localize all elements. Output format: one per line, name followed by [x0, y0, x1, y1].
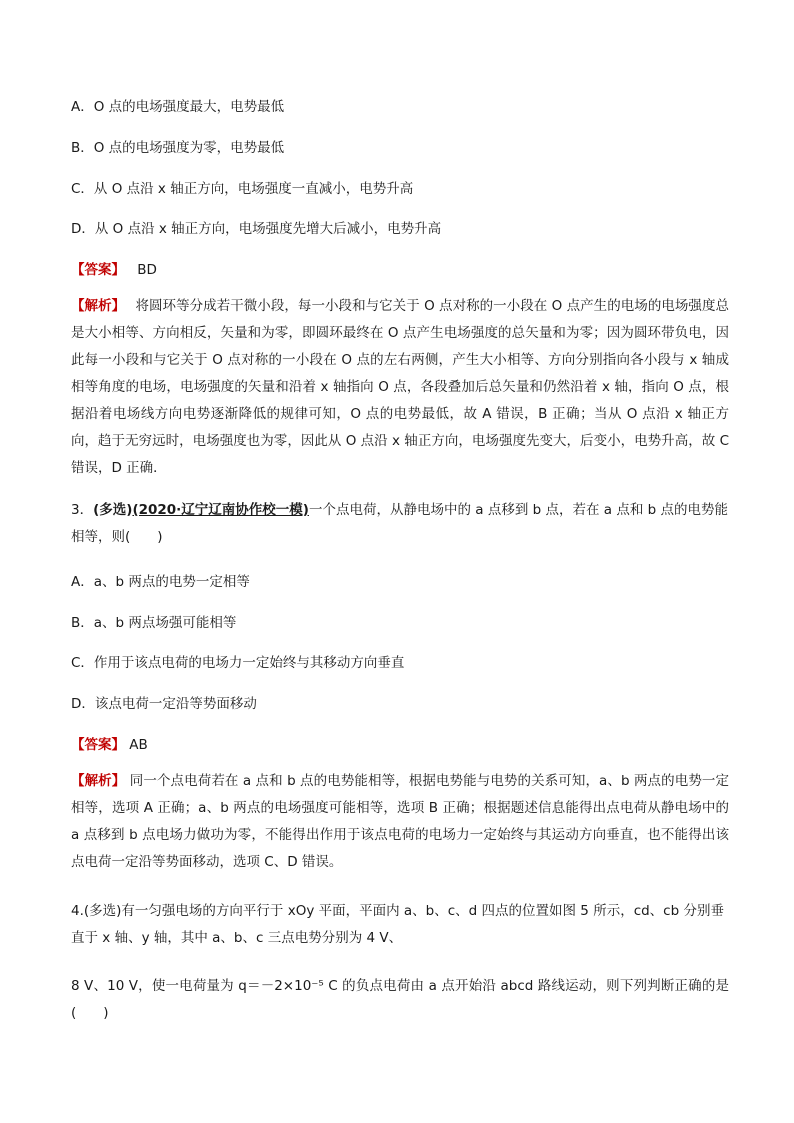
question-stem-line2: 直于 x 轴、y 轴，其中 a、b、c 三点电势分别为 4 V、	[71, 930, 403, 946]
q4-stem	[71, 898, 729, 952]
q3-option-d: D．该点电荷一定沿等势面移动	[71, 696, 257, 712]
analysis-text: 同一个点电荷若在 a 点和 b 点的电势能相等，根据电势能与电势的关系可知，a、b 两点的电势一定相等，选项 A 正确；a、b 两点的电场强度可能相等，选项 B 正确；根据题述信息能得出点电荷从静电场中的 a 点移到 b 点电场力做功为零，不能得出作用于该点电荷的电场力一定始终与其运动方向垂直，也不能得出该点电荷一定沿等势面移动，选项 C、D 错误。	[71, 773, 730, 870]
q2-option-c: C．从 O 点沿 x 轴正方向，电场强度一直减小，电势升高	[71, 181, 414, 197]
answer-tag: 【答案】	[71, 262, 125, 278]
q2-analysis	[71, 293, 729, 482]
q3-option-c: C．作用于该点电荷的电场力一定始终与其移动方向垂直	[71, 655, 405, 671]
q2-option-d: D．从 O 点沿 x 轴正方向，电场强度先增大后减小，电势升高	[71, 221, 442, 237]
q3-analysis	[71, 768, 729, 876]
q3-option-b: B．a、b 两点场强可能相等	[71, 615, 237, 631]
analysis-text: 将圆环等分成若干微小段，每一小段和与它关于 O 点对称的一小段在 O 点产生的电场的电场强度总是大小相等、方向相反，矢量和为零，即圆环最终在 O 点产生电场强度的总矢量和为零；因为圆环带负电，因此每一小段和与它关于 O 点对称的一小段在 O 点的左右两侧，产生大小相等、方向分别指向各小段与 x 轴成相等角度的电场，电场强度的矢量和沿着 x 轴指向 O 点，各段叠加后总矢量和仍然沿着 x 轴，指向 O 点，根据沿着电场线方向电势逐渐降低的规律可知，O 点的电势最低，故 A 错误，B 正确；当从 O 点沿 x 轴正方向，趋于无穷远时，电场强度也为零，因此从 O 点沿 x 轴正方向，电场强度先变大，后变小，电势升高，故 C 错误，D 正确．	[71, 298, 729, 476]
q4-stem-continued	[71, 973, 729, 1027]
question-stem-line1: 一个点电荷，从静电场中的 a 点移到 b 点，若在 a 点和 b 点的电势能	[308, 502, 728, 518]
q3-option-a: A．a、b 两点的电势一定相等	[71, 574, 250, 590]
question-stem-line3: 8 V、10 V，使一电荷量为 q＝－2×10⁻⁵ C 的负点电荷由 a 点开始沿 abcd 路线运动，则下列判断正确的是( )	[71, 978, 729, 1021]
question-stem-line2: 相等，则( )	[71, 529, 163, 545]
question-stem-line1: 4.(多选)有一匀强电场的方向平行于 xOy 平面，平面内 a、b、c、d 四点的位置如图 5 所示，cd、cb 分别垂	[71, 903, 724, 919]
question-source: (2020·辽宁辽南协作校一模)	[132, 502, 309, 518]
q3-stem	[71, 497, 729, 551]
analysis-tag: 【解析】	[71, 298, 126, 314]
analysis-tag: 【解析】	[71, 773, 126, 789]
q2-option-b: B．O 点的电场强度为零，电势最低	[71, 140, 285, 156]
answer-value: BD	[137, 262, 157, 278]
question-number: 3．	[71, 502, 94, 518]
q2-answer	[71, 258, 157, 278]
q2-option-a: A．O 点的电场强度最大，电势最低	[71, 99, 285, 115]
answer-tag: 【答案】	[71, 737, 125, 753]
answer-value: AB	[129, 737, 148, 753]
q3-answer	[71, 733, 148, 753]
multi-select-tag: (多选)	[93, 502, 133, 518]
